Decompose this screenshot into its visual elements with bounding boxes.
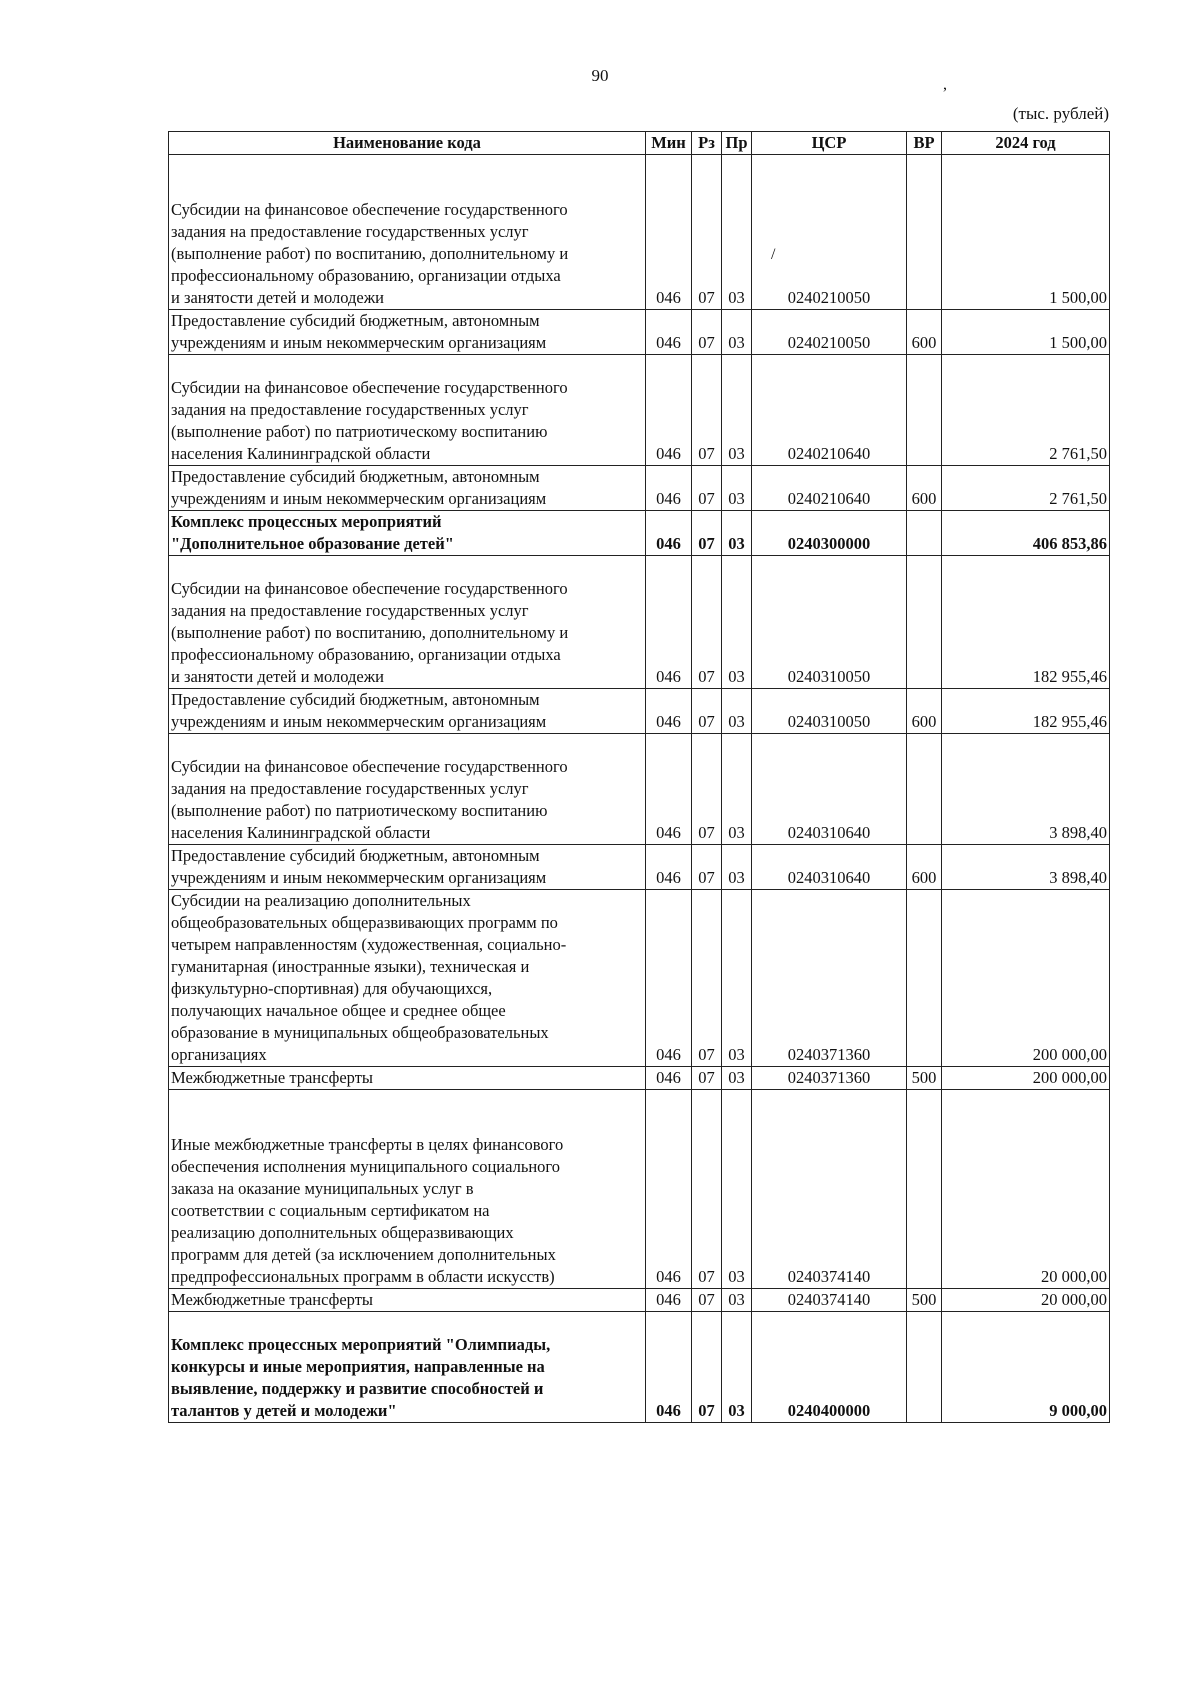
page-number: 90: [591, 66, 609, 85]
cell-min: 046: [646, 890, 692, 1067]
cell-amount: 1 500,00: [942, 155, 1110, 310]
cell-name: Межбюджетные трансферты: [169, 1067, 646, 1090]
cell-vr: [907, 1312, 942, 1423]
cell-vr: [907, 1090, 942, 1289]
cell-min: 046: [646, 689, 692, 734]
cell-vr: [907, 734, 942, 845]
cell-rz: 07: [692, 689, 722, 734]
stray-mark-top: ,: [943, 76, 947, 93]
cell-min: 046: [646, 734, 692, 845]
table-row: [169, 890, 1110, 1067]
cell-pr: 03: [722, 355, 752, 466]
header-rz: Рз: [692, 132, 722, 155]
cell-pr: 03: [722, 1289, 752, 1312]
cell-min: 046: [646, 556, 692, 689]
cell-vr: 600: [907, 310, 942, 355]
table-row: [169, 155, 1110, 310]
cell-csr: 0240300000: [752, 511, 907, 556]
cell-amount: 20 000,00: [942, 1090, 1110, 1289]
cell-amount: 9 000,00: [942, 1312, 1110, 1423]
cell-rz: 07: [692, 556, 722, 689]
cell-min: 046: [646, 1289, 692, 1312]
table-row: [169, 1067, 1110, 1090]
cell-csr: 0240210050: [752, 155, 907, 310]
cell-min: 046: [646, 355, 692, 466]
header-amount: 2024 год: [942, 132, 1110, 155]
cell-min: 046: [646, 845, 692, 890]
cell-vr: [907, 556, 942, 689]
cell-vr: 600: [907, 845, 942, 890]
table-row: [169, 466, 1110, 511]
cell-rz: 07: [692, 1067, 722, 1090]
cell-pr: 03: [722, 890, 752, 1067]
cell-vr: 500: [907, 1289, 942, 1312]
stray-mark-mid: /: [771, 246, 776, 263]
cell-rz: 07: [692, 310, 722, 355]
cell-name: Комплекс процессных мероприятий "Дополнительное образование детей": [169, 511, 646, 556]
cell-vr: [907, 890, 942, 1067]
cell-amount: 200 000,00: [942, 890, 1110, 1067]
cell-rz: 07: [692, 355, 722, 466]
cell-csr: 0240310050: [752, 556, 907, 689]
header-pr: Пр: [722, 132, 752, 155]
cell-name: Субсидии на финансовое обеспечение государственного задания на предоставление государственных услуг (выполнение работ) по патриотическому воспитанию населения Калининградской области: [169, 734, 646, 845]
cell-csr: 0240371360: [752, 1067, 907, 1090]
cell-pr: 03: [722, 466, 752, 511]
header-csr: ЦСР: [752, 132, 907, 155]
table-row: [169, 689, 1110, 734]
cell-min: 046: [646, 155, 692, 310]
cell-name: Межбюджетные трансферты: [169, 1289, 646, 1312]
cell-pr: 03: [722, 1067, 752, 1090]
cell-csr: 0240210640: [752, 466, 907, 511]
header-min: Мин: [646, 132, 692, 155]
cell-rz: 07: [692, 845, 722, 890]
table-row: [169, 1312, 1110, 1423]
cell-min: 046: [646, 1090, 692, 1289]
cell-pr: 03: [722, 689, 752, 734]
cell-min: 046: [646, 1067, 692, 1090]
cell-rz: 07: [692, 466, 722, 511]
cell-amount: 20 000,00: [942, 1289, 1110, 1312]
header-vr: ВР: [907, 132, 942, 155]
table-row: [169, 556, 1110, 689]
cell-amount: 406 853,86: [942, 511, 1110, 556]
cell-amount: 2 761,50: [942, 355, 1110, 466]
cell-name: Предоставление субсидий бюджетным, автономным учреждениям и иным некоммерческим организациям: [169, 689, 646, 734]
cell-amount: 3 898,40: [942, 734, 1110, 845]
cell-rz: 07: [692, 1312, 722, 1423]
table-row: [169, 310, 1110, 355]
cell-vr: 600: [907, 466, 942, 511]
cell-rz: 07: [692, 1289, 722, 1312]
cell-rz: 07: [692, 155, 722, 310]
cell-vr: [907, 355, 942, 466]
cell-min: 046: [646, 511, 692, 556]
cell-min: 046: [646, 466, 692, 511]
cell-name: Субсидии на реализацию дополнительных общеобразовательных общеразвивающих программ по четырем направленностям (художественная, социально- гуманитарная (иностранные языки), техническая и физкультурно-спортивная) для обучающихся, получающих начальное общее и среднее общее образование в муниципальных общеобразовательных организациях: [169, 890, 646, 1067]
cell-pr: 03: [722, 155, 752, 310]
cell-name: Иные межбюджетные трансферты в целях финансового обеспечения исполнения муниципального социального заказа на оказание муниципальных услуг в соответствии с социальным сертификатом на реализацию дополнительных общеразвивающих программ для детей (за исключением дополнительных предпрофессиональных программ в области искусств): [169, 1090, 646, 1289]
cell-pr: 03: [722, 734, 752, 845]
table-row: [169, 355, 1110, 466]
cell-csr: 0240400000: [752, 1312, 907, 1423]
table-row: [169, 1289, 1110, 1312]
cell-vr: [907, 155, 942, 310]
cell-vr: 600: [907, 689, 942, 734]
cell-rz: 07: [692, 1090, 722, 1289]
cell-rz: 07: [692, 890, 722, 1067]
cell-amount: 182 955,46: [942, 689, 1110, 734]
budget-table: [168, 131, 1110, 1423]
cell-csr: 0240371360: [752, 890, 907, 1067]
cell-csr: 0240374140: [752, 1090, 907, 1289]
cell-pr: 03: [722, 1090, 752, 1289]
table-row: [169, 845, 1110, 890]
table-row: [169, 734, 1110, 845]
cell-amount: 2 761,50: [942, 466, 1110, 511]
cell-name: Субсидии на финансовое обеспечение государственного задания на предоставление государственных услуг (выполнение работ) по патриотическому воспитанию населения Калининградской области: [169, 355, 646, 466]
cell-amount: 182 955,46: [942, 556, 1110, 689]
cell-rz: 07: [692, 734, 722, 845]
cell-vr: 500: [907, 1067, 942, 1090]
cell-csr: 0240310640: [752, 845, 907, 890]
cell-amount: 3 898,40: [942, 845, 1110, 890]
cell-name: Предоставление субсидий бюджетным, автономным учреждениям и иным некоммерческим организациям: [169, 466, 646, 511]
cell-amount: 200 000,00: [942, 1067, 1110, 1090]
cell-csr: 0240210640: [752, 355, 907, 466]
cell-csr: 0240210050: [752, 310, 907, 355]
cell-csr: 0240310050: [752, 689, 907, 734]
table-row: [169, 1090, 1110, 1289]
cell-pr: 03: [722, 1312, 752, 1423]
table-body: [169, 155, 1110, 1423]
cell-min: 046: [646, 1312, 692, 1423]
cell-pr: 03: [722, 845, 752, 890]
cell-name: Предоставление субсидий бюджетным, автономным учреждениям и иным некоммерческим организациям: [169, 845, 646, 890]
cell-csr: 0240310640: [752, 734, 907, 845]
cell-pr: 03: [722, 310, 752, 355]
units-label: (тыс. рублей): [1012, 104, 1109, 123]
cell-pr: 03: [722, 511, 752, 556]
cell-name: Субсидии на финансовое обеспечение государственного задания на предоставление государственных услуг (выполнение работ) по воспитанию, дополнительному и профессиональному образованию, организации отдыха и занятости детей и молодежи: [169, 556, 646, 689]
cell-rz: 07: [692, 511, 722, 556]
cell-csr: 0240374140: [752, 1289, 907, 1312]
header-name: Наименование кода: [169, 132, 646, 155]
cell-name: Комплекс процессных мероприятий "Олимпиады, конкурсы и иные мероприятия, направленные на выявление, поддержку и развитие способностей и талантов у детей и молодежи": [169, 1312, 646, 1423]
cell-vr: [907, 511, 942, 556]
cell-name: Предоставление субсидий бюджетным, автономным учреждениям и иным некоммерческим организациям: [169, 310, 646, 355]
table-header-row: [169, 132, 1110, 155]
cell-name: Субсидии на финансовое обеспечение государственного задания на предоставление государственных услуг (выполнение работ) по воспитанию, дополнительному и профессиональному образованию, организации отдыха и занятости детей и молодежи: [169, 155, 646, 310]
table-row: [169, 511, 1110, 556]
cell-amount: 1 500,00: [942, 310, 1110, 355]
cell-min: 046: [646, 310, 692, 355]
cell-pr: 03: [722, 556, 752, 689]
